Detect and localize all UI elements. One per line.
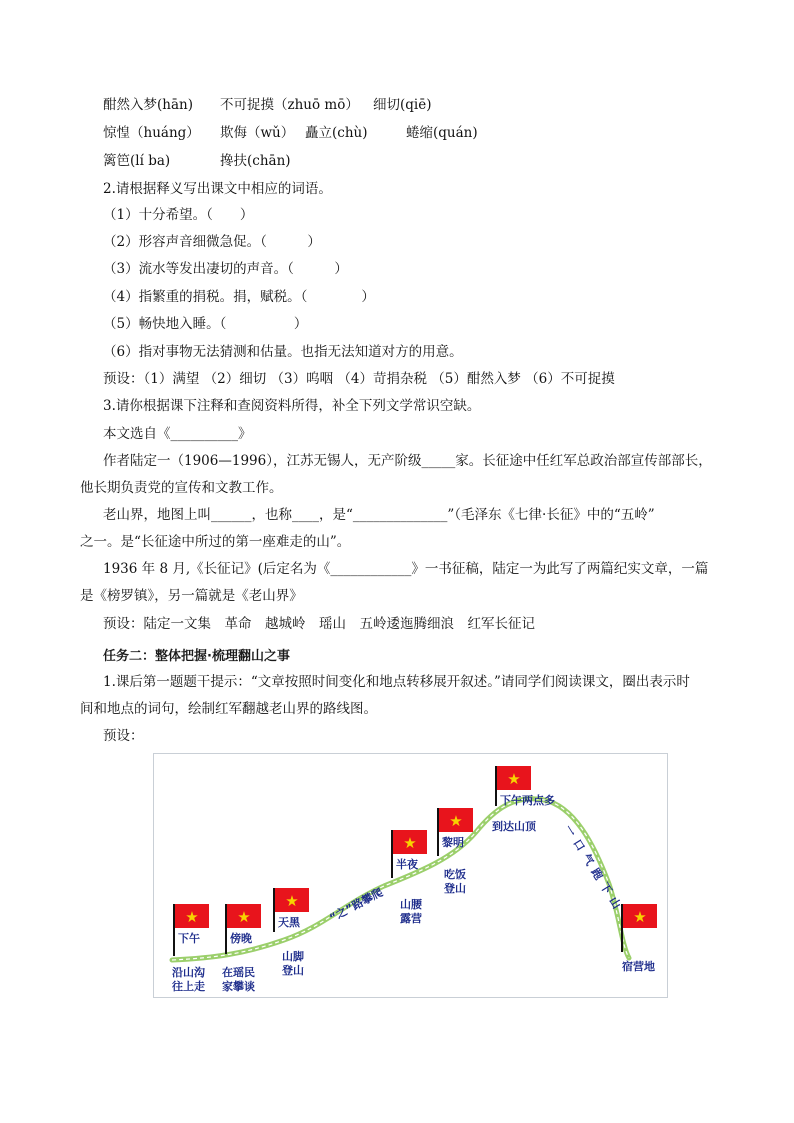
question-2-item: （4）指繁重的捐税。捐，赋税。（ ）: [103, 289, 375, 305]
flag-icon: [174, 904, 209, 956]
question-2-answer: 预设：（1）满望 （2）细切 （3）呜咽 （4）苛捐杂税 （5）酣然入梦 （6）不可捉摸: [103, 371, 615, 387]
star-icon: ★: [507, 770, 521, 788]
question-2-item: （1）十分希望。（ ）: [103, 207, 254, 223]
descent-label: 一口气跑下山: [561, 822, 627, 917]
question-2-item: （6）指对事物无法猜测和估量。也指无法知道对方的用意。: [103, 344, 463, 360]
question-3-author: 作者陆定一（1906—1996），江苏无锡人，无产阶级_____家。长征途中任红军总政治部宣传部部长，: [103, 453, 712, 469]
place-label: 往上走: [172, 980, 205, 993]
flag-icon: [274, 888, 309, 932]
place-label: 吃饭: [444, 868, 466, 881]
place-label: 到达山顶: [492, 820, 536, 833]
question-3-source: 本文选自《__________》: [103, 426, 252, 442]
climb-label: “之”路攀爬: [327, 885, 386, 925]
star-icon: ★: [633, 908, 647, 926]
star-icon: ★: [403, 834, 417, 852]
question-2-item: （3）流水等发出凄切的声音。（ ）: [103, 261, 348, 277]
vocab-item: 不可捉摸（zhuō mō）: [220, 97, 359, 113]
route-diagram: [153, 753, 668, 998]
vocab-item: 酣然入梦(hān): [103, 97, 193, 113]
flag-time-label: 下午: [178, 932, 200, 945]
question-3-title: 3.请你根据课下注释和查阅资料所得，补全下列文学常识空缺。: [103, 398, 481, 414]
place-label: 家攀谈: [222, 980, 255, 993]
question-3-author-cont: 他长期负责党的宣传和文教工作。: [80, 480, 283, 496]
flag-icon: [622, 904, 657, 952]
vocab-item: 蜷缩(quán): [406, 125, 478, 141]
place-label: 在瑶民: [222, 966, 255, 979]
route-diagram-svg: [154, 754, 667, 997]
flag-time-label: 半夜: [396, 858, 418, 871]
question-2-item: （2）形容声音细微急促。（ ）: [103, 234, 321, 250]
star-icon: ★: [449, 812, 463, 830]
task-2-heading: 任务二：整体把握·梳理翻山之事: [103, 649, 290, 664]
place-label: 登山: [444, 882, 466, 895]
flag-time-label: 黎明: [442, 836, 464, 849]
vocab-item: 矗立(chù): [305, 125, 368, 141]
flag-icon: [438, 808, 473, 856]
place-label: 山腰: [400, 898, 422, 911]
task-2-line-cont: 间和地点的词句，绘制红军翻越老山界的路线图。: [80, 701, 377, 717]
question-3-mountain-cont: 之一。是“长征途中所过的第一座难走的山”。: [80, 534, 351, 550]
place-label: 宿营地: [622, 960, 655, 973]
vocab-item: 欺侮（wǔ）: [220, 125, 295, 141]
place-label: 沿山沟: [172, 966, 205, 979]
task-2-line: 1.课后第一题题干提示：“文章按照时间变化和地点转移展开叙述。”请同学们阅读课文，圈出表示时: [103, 674, 690, 690]
question-3-year-cont: 是《榜罗镇》，另一篇就是《老山界》: [80, 588, 303, 604]
vocab-item: 搀扶(chān): [220, 153, 291, 169]
flag-time-label: 天黑: [278, 916, 300, 929]
question-2-item: （5）畅快地入睡。（ ）: [103, 316, 308, 332]
vocab-item: 篱笆(lí ba): [103, 153, 171, 169]
task-2-preset: 预设：: [103, 728, 144, 744]
flag-icon: [496, 766, 555, 807]
question-2-title: 2.请根据释义写出课文中相应的词语。: [103, 181, 332, 197]
star-icon: ★: [237, 908, 251, 926]
vocab-item: 惊惶（huáng）: [103, 125, 200, 141]
place-label: 山脚: [282, 950, 304, 963]
flag-time-label: 下午两点多: [500, 794, 555, 807]
question-3-year: 1936 年 8 月,《长征记》(后定名为《____________》一书征稿，陆定一为此写了两篇纪实文章，一篇: [103, 561, 709, 577]
question-3-mountain: 老山界，地图上叫______，也称____，是“______________”（毛泽东《七律·长征》中的“五岭”: [103, 507, 655, 523]
question-3-answer: 预设：陆定一文集 革命 越城岭 瑶山 五岭逶迤腾细浪 红军长征记: [103, 616, 535, 632]
star-icon: ★: [185, 908, 199, 926]
place-label: 登山: [282, 964, 304, 977]
vocab-item: 细切(qiē): [373, 97, 432, 113]
star-icon: ★: [285, 892, 299, 910]
flag-time-label: 傍晚: [230, 932, 252, 945]
place-label: 露营: [400, 912, 422, 925]
